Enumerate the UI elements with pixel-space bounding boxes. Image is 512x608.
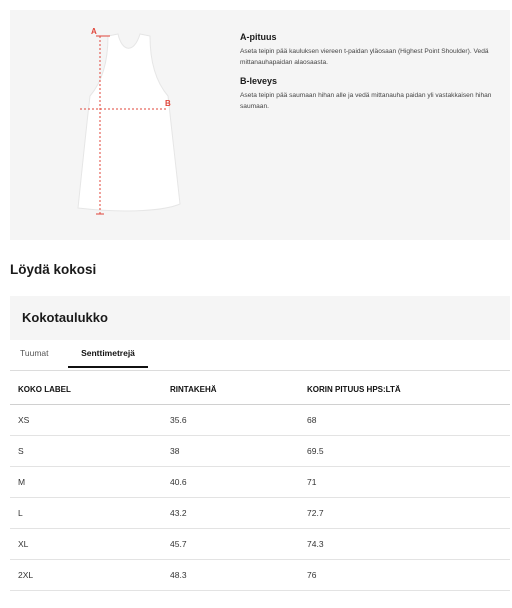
find-your-size-heading: Löydä kokosi <box>10 262 97 277</box>
table-row <box>10 529 510 560</box>
column-header-size: KOKO LABEL <box>18 385 71 394</box>
length-cell: 72.7 <box>307 508 324 518</box>
chest-cell: 48.3 <box>170 570 187 580</box>
chest-cell: 40.6 <box>170 477 187 487</box>
chest-cell: 45.7 <box>170 539 187 549</box>
chest-cell: 35.6 <box>170 415 187 425</box>
length-cell: 74.3 <box>307 539 324 549</box>
size-cell: XL <box>18 539 29 549</box>
length-cell: 69.5 <box>307 446 324 456</box>
size-cell: S <box>18 446 24 456</box>
tabs-divider <box>10 370 510 371</box>
tank-top-figure <box>10 10 230 240</box>
length-cell: 71 <box>307 477 317 487</box>
size-chart-header <box>10 296 510 340</box>
column-header-length: KORIN PITUUS HPS:LTÄ <box>307 385 401 394</box>
column-header-chest: RINTAKEHÄ <box>170 385 217 394</box>
marker-a: A <box>91 27 97 36</box>
a-length-title: A-pituus <box>240 32 277 42</box>
b-width-description: Aseta teipin pää saumaan hihan alle ja vedä mittanauha paidan yli vastakkaisen hihan saumaan. <box>240 92 492 110</box>
unit-tabs <box>10 340 510 368</box>
table-row <box>10 467 510 498</box>
marker-b: B <box>165 99 171 108</box>
tab-inches[interactable]: Tuumat <box>20 348 49 358</box>
b-width-title: B-leveys <box>240 76 278 86</box>
tank-top-illustration <box>78 34 180 211</box>
size-cell: L <box>18 508 23 518</box>
chest-cell: 43.2 <box>170 508 187 518</box>
length-cell: 76 <box>307 570 317 580</box>
length-cell: 68 <box>307 415 317 425</box>
table-row <box>10 498 510 529</box>
measurement-instructions <box>240 32 502 120</box>
size-chart-card <box>10 296 510 608</box>
table-row <box>10 560 510 591</box>
a-length-description: Aseta teipin pää kauluksen viereen t-paidan yläosaan (Highest Point Shoulder). Vedä mittanauhapaidan alaosaasta. <box>240 48 489 66</box>
size-table <box>10 376 510 591</box>
table-row <box>10 436 510 467</box>
size-cell: 2XL <box>18 570 34 580</box>
size-cell: M <box>18 477 26 487</box>
chest-cell: 38 <box>170 446 180 456</box>
size-cell: XS <box>18 415 30 425</box>
size-chart-title: Kokotaulukko <box>22 310 108 325</box>
measurement-guide <box>10 10 510 240</box>
tab-centimeters[interactable]: Senttimetrejä <box>68 340 148 368</box>
table-row <box>10 405 510 436</box>
table-header-row <box>10 376 510 405</box>
